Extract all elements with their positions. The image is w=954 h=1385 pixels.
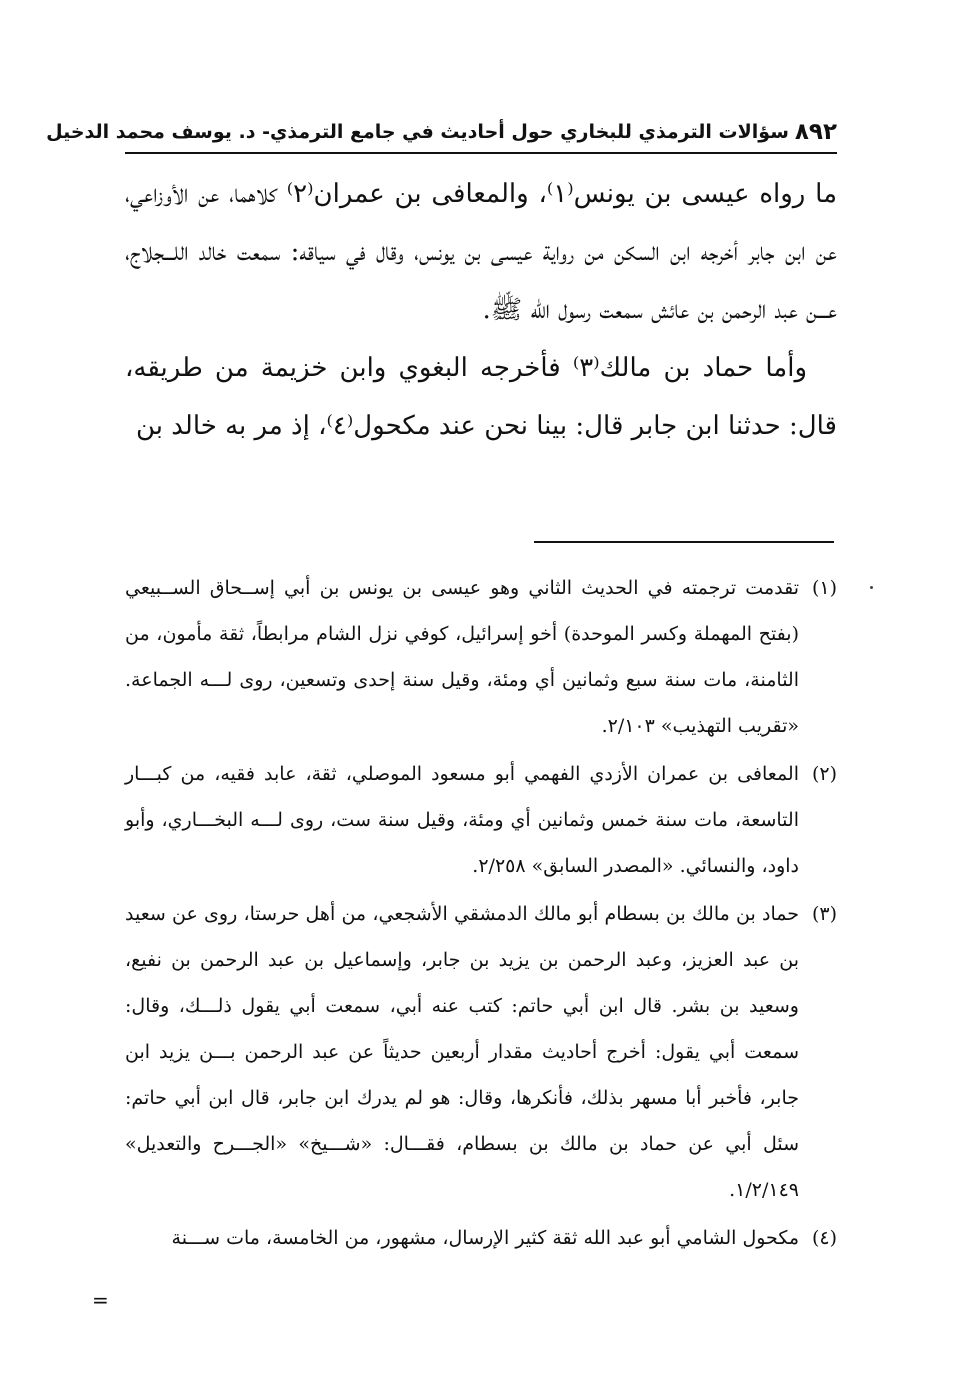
margin-mark: = [92,1288,109,1312]
footnote-text: المعافى بن عمران الأزدي الفهمي أبو مسعود الموصلي، ثقة، عابد فقيه، من كبـــار التاسعة، مات سنة خمس وثمانين أي ومئة، وقيل سنة ست، روى لـــه البخـــاري، وأبو داود، والنسائي. «المصدر السابق» ٢/٢٥٨. [125,763,799,877]
footnote-1 [125,565,837,749]
header-title: سؤالات الترمذي للبخاري حول أحاديث في جامع الترمذي- د. يوسف محمد الدخيل [46,121,789,143]
footnote-number: (٣) [811,903,837,925]
footnote-3 [125,891,837,1213]
footnote-2 [125,751,837,889]
footnotes [125,565,837,1263]
footnote-text: مكحول الشامي أبو عبد الله ثقة كثير الإرسال، مشهور، من الخامسة، مات ســـنة [171,1227,799,1249]
footnote-number: (٤) [811,1227,837,1249]
footnote-number: (١) [811,577,837,599]
page-number: ٨٩٢ [794,119,837,145]
footnote-text: تقدمت ترجمته في الحديث الثاني وهو عيسى بن يونس بن أبي إســحاق الســبيعي (بفتح المهملة وكسر الموحدة) أخو إسرائيل، كوفي نزل الشام مرابطاً، ثقة مأمون، من الثامنة، مات سنة سبع وثمانين أي ومئة، وقيل سنة إحدى وتسعين، روى لـــه الجماعة. «تقريب التهذيب» ٢/١٠٣. [125,577,799,737]
footnote-separator [534,541,834,543]
body-paragraph-1: ما رواه عيسى بن يونس⁽١⁾، والمعافى بن عمران⁽٢⁾ كلاهما، عن الأوزاعي، عن ابن جابر أخرجه ابن السكن من رواية عيسى بن يونس، وقال في سياقه: سمعت خالد اللـــجلاج، عـــن عبد الرحمن بن عائش سمعت رسول الله ﷺ. [125,179,837,325]
main-text [125,165,837,455]
footnote-number: (٢) [811,763,837,785]
footnote-text: حماد بن مالك بن بسطام أبو مالك الدمشقي الأشجعي، من أهل حرستا، روى عن سعيد بن عبد العزيز، وعبد الرحمن بن يزيد بن جابر، وإسماعيل بن عبد الرحمن بن نفيع، وسعيد بن بشر. قال ابن أبي حاتم: كتب عنه أبي، سمعت أبي يقول ذلـــك، وقال: سمعت أبي يقول: أخرج أحاديث مقدار أربعين حديثاً عن عبد الرحمن بـــن يزيد ابن جابر، فأخبر أبا مسهر بذلك، فأنكرها، وقال: هو لم يدرك ابن جابر، قال ابن أبي حاتم: سئل أبي عن حماد بن مالك بن بسطام، فقـــال: «شـــيخ» «الجـــرح والتعديل» ١/٢/١٤٩. [125,903,799,1201]
body-paragraph-2: وأما حماد بن مالك⁽٣⁾ فأخرجه البغوي وابن خزيمة من طريقه، قال: حدثنا ابن جابر قال: بينا نحن عند مكحول⁽٤⁾، إذ مر به خالد بن [125,353,837,441]
running-header [46,112,837,154]
footnote-4 [125,1215,837,1261]
margin-dot [870,586,873,589]
